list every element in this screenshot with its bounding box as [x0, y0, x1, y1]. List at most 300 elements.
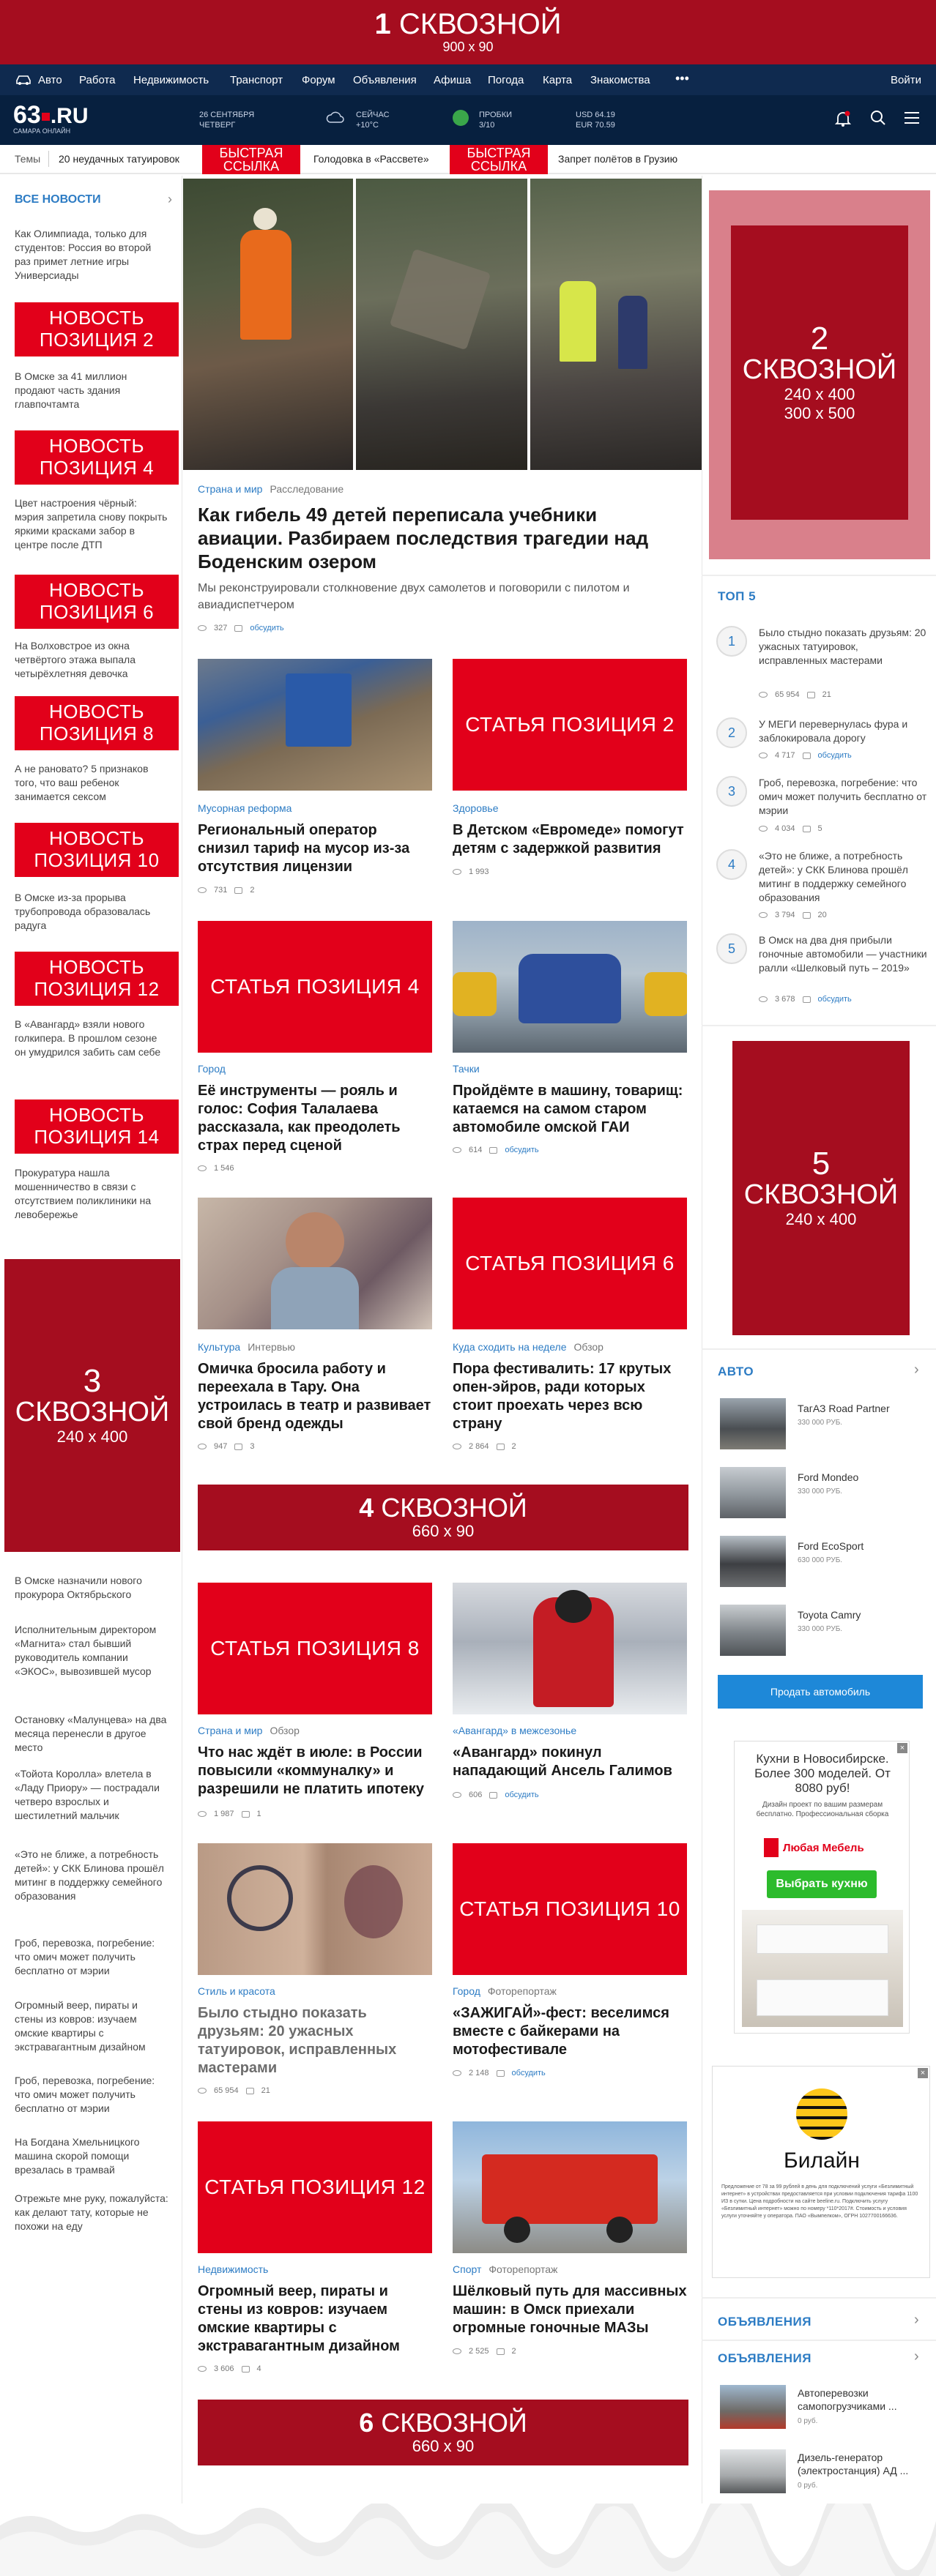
inline-ad-4[interactable] [198, 1485, 688, 1550]
news-item[interactable]: В Омске назначили нового прокурора Октябрьского [15, 1575, 142, 1600]
vintage-car [519, 954, 621, 1023]
ad-photo [720, 2385, 786, 2429]
card-title[interactable]: «Авангард» покинул нападающий Ансель Галимов [453, 1744, 672, 1779]
comments-link[interactable]: обсудить [505, 1146, 539, 1154]
ad-size: 660 x 90 [412, 2436, 475, 2455]
eye-icon [198, 1165, 207, 1171]
comment-icon [497, 2348, 505, 2355]
worker-figure [618, 296, 647, 369]
card-category[interactable]: Недвижимость [198, 2263, 269, 2275]
portrait [286, 1212, 344, 1271]
views-count: 2 148 [469, 2069, 489, 2077]
card-meta [453, 2347, 516, 2356]
news-position-ad[interactable]: НОВОСТЬ ПОЗИЦИЯ 4 [15, 430, 179, 485]
close-icon[interactable]: × [897, 1743, 907, 1753]
traffic-label: ПРОБКИ [479, 111, 513, 119]
nav-more-button[interactable]: ••• [675, 71, 689, 86]
eye-icon [198, 625, 207, 631]
ad-title: Кухни в Новосибирске. Более 300 моделей. От 8080 руб! [754, 1752, 891, 1795]
ad-number: 5 [811, 1145, 831, 1181]
card-photo[interactable] [453, 921, 687, 1053]
hero-photo[interactable] [530, 179, 702, 470]
category-link[interactable]: Город [453, 1985, 480, 1997]
comments-count: 21 [261, 2086, 270, 2095]
subcategory: Обзор [573, 1341, 603, 1353]
news-item[interactable]: Гроб, перевозка, погребение: что омич может получить бесплатно от мэрии [15, 2075, 155, 2114]
comments-link[interactable]: обсудить [511, 2069, 546, 2077]
top5-item[interactable] [716, 776, 929, 835]
eye-icon [198, 887, 207, 893]
views-count: 606 [469, 1791, 483, 1799]
ad-label: СКВОЗНОЙ [743, 1179, 899, 1210]
card-meta [198, 886, 254, 895]
ad-price: 0 руб. [798, 2482, 818, 2490]
top5-text[interactable]: У МЕГИ перевернулась фура и заблокировала дорогу [759, 718, 908, 744]
card-category[interactable]: Стиль и красота [198, 1985, 275, 1997]
nav-work[interactable]: Работа [79, 74, 116, 86]
top5-text[interactable]: Было стыдно показать друзьям: 20 ужасных татуировок, исправленных мастерами [759, 627, 926, 666]
top-nav [0, 64, 936, 95]
ad-number: 6 [359, 2407, 374, 2438]
wheel [504, 2217, 530, 2243]
card-category[interactable] [198, 1341, 295, 1353]
top5-meta [759, 995, 852, 1004]
ad-price: 0 руб. [798, 2417, 818, 2425]
car-name[interactable]: Toyota Camry [798, 1609, 861, 1621]
news-item[interactable]: На Волховстрое из окна четвёртого этажа выпала четырёхлетняя девочка [15, 640, 135, 679]
card-title[interactable]: Огромный веер, пираты и стены из ковров: изучаем омские квартиры с экстравагантным дизайном [198, 2283, 400, 2354]
ad-photo [720, 2449, 786, 2493]
worker-figure [560, 281, 596, 362]
views-count: 3 606 [214, 2364, 234, 2373]
views-count: 65 954 [775, 690, 800, 699]
hero-category[interactable] [198, 483, 343, 495]
kitchen-photo [742, 1910, 903, 2027]
ad-label: СКВОЗНОЙ [742, 354, 897, 385]
news-position-ad[interactable]: НОВОСТЬ ПОЗИЦИЯ 12 [15, 952, 179, 1006]
car-photo [720, 1467, 786, 1518]
card-title[interactable]: Региональный оператор снизил тариф на мусор из-за отсутствия лицензии [198, 822, 410, 875]
card-category[interactable]: «Авангард» в межсезонье [453, 1725, 577, 1736]
top5-meta [759, 824, 822, 833]
theme-link[interactable]: 20 неудачных татуировок [59, 153, 179, 165]
card-meta [198, 1442, 254, 1451]
logo-square [42, 113, 50, 121]
eye-icon [759, 753, 768, 758]
helmet [555, 1590, 592, 1623]
card-category[interactable] [453, 2263, 557, 2275]
card-category[interactable]: Город [198, 1063, 226, 1075]
themes-bar [0, 145, 936, 174]
weather-value: +10°C [356, 121, 379, 130]
views-count: 2 864 [469, 1442, 489, 1451]
comments-count: 3 [250, 1442, 255, 1451]
car-photo [720, 1536, 786, 1587]
weather-cloud-icon [326, 111, 345, 129]
eye-icon [453, 2070, 461, 2076]
cabinets [757, 1924, 888, 1954]
car-photo [720, 1398, 786, 1449]
eye-icon [453, 1792, 461, 1798]
ad-sub: Дизайн проект по вашим размерам бесплатно. Профессиональная сборка [756, 1801, 889, 1818]
category-link[interactable]: Культура [198, 1341, 241, 1353]
top5-text[interactable]: В Омск на два дня прибыли гоночные автомобили — участники ралли «Шелковый путь – 2019» [759, 934, 927, 974]
news-item[interactable]: Огромный веер, пираты и стены из ковров: изучаем омские квартиры с экстравагантным дизайном [15, 1999, 146, 2053]
choose-kitchen-button[interactable]: Выбрать кухню [767, 1870, 877, 1898]
card-title[interactable]: Пройдёмте в машину, товарищ: катаемся на самом старом автомобиле омской ГАИ [453, 1083, 683, 1135]
card-title[interactable]: Шёлковый путь для массивных машин: в Омск приехали огромные гоночные МАЗы [453, 2283, 687, 2336]
chevron-right-icon[interactable]: › [914, 2348, 919, 2364]
subcategory: Обзор [270, 1725, 300, 1736]
ad-number: 1 [374, 8, 391, 41]
traffic-icon [453, 110, 469, 126]
car-price: 330 000 РУБ. [798, 1625, 843, 1633]
ad-size: 240 x 400 [785, 1209, 857, 1228]
card-category[interactable]: Тачки [453, 1063, 480, 1075]
comment-icon [803, 912, 811, 919]
wheel [606, 2217, 633, 2243]
card-title[interactable]: Было стыдно показать друзьям: 20 ужасных татуировок, исправленных мастерами [198, 2005, 397, 2076]
logo-sub: САМАРА ОНЛАЙН [13, 127, 71, 135]
comments-link[interactable]: обсудить [505, 1791, 539, 1799]
top5-item[interactable] [716, 933, 929, 1007]
views-count: 327 [214, 624, 228, 632]
card-category[interactable] [198, 1725, 300, 1736]
side-ad-2[interactable] [731, 225, 908, 520]
views-count: 3 794 [775, 911, 795, 919]
bell-icon[interactable] [835, 110, 851, 131]
card-category[interactable]: Мусорная реформа [198, 802, 292, 814]
ad-number: 2 [810, 320, 829, 356]
nav-realty[interactable]: Недвижимость [133, 74, 209, 86]
eye-icon [198, 1811, 207, 1817]
eye-icon [198, 1444, 207, 1449]
comment-icon [489, 1147, 497, 1154]
logo-main: 63 [13, 101, 41, 129]
all-news-header[interactable] [15, 193, 172, 206]
beeline-logo-icon [796, 2088, 847, 2140]
theme-link[interactable]: Голодовка в «Рассвете» [313, 153, 429, 165]
portrait [271, 1267, 359, 1329]
eye-icon [759, 996, 768, 1002]
nav-transport[interactable]: Транспорт [230, 74, 283, 86]
date-text: 26 СЕНТЯБРЯ [199, 111, 255, 119]
card-title[interactable]: Омичка бросила работу и переехала в Тару. Она устроилась в театр и развивает свой бренд одежды [198, 1361, 431, 1432]
car-price: 630 000 РУБ. [798, 1556, 843, 1564]
nav-forum[interactable]: Форум [302, 74, 335, 86]
rank-badge: 3 [716, 776, 747, 807]
nav-afisha[interactable]: Афиша [434, 74, 472, 86]
article-position-ad[interactable]: СТАТЬЯ ПОЗИЦИЯ 10 [453, 1843, 687, 1975]
ad-size: 240 x 400 [784, 384, 855, 403]
article-position-ad[interactable]: СТАТЬЯ ПОЗИЦИЯ 2 [453, 659, 687, 791]
category-link[interactable]: Спорт [453, 2263, 482, 2275]
comment-icon [803, 996, 811, 1003]
article-position-ad[interactable]: СТАТЬЯ ПОЗИЦИЯ 6 [453, 1198, 687, 1329]
taxi-car [453, 972, 497, 1016]
taxi-car [645, 972, 687, 1016]
ad-label: СКВОЗНОЙ [381, 2407, 527, 2438]
nav-dating[interactable]: Знакомства [590, 74, 650, 86]
car-price: 330 000 РУБ. [798, 1419, 843, 1427]
news-item[interactable]: На Богдана Хмельницкого машина скорой помощи врезалась в трамвай [15, 2136, 140, 2176]
hero-photo[interactable] [183, 179, 353, 470]
comment-icon [242, 2366, 250, 2372]
views-count: 3 678 [775, 995, 795, 1004]
currency-block[interactable] [576, 110, 615, 130]
news-item[interactable]: Прокуратура нашла мошенничество в связи с отсутствием поликлиники на левобережье [15, 1167, 152, 1220]
rescuer-figure [240, 230, 291, 340]
car-photo [720, 1605, 786, 1656]
nav-ads[interactable]: Объявления [353, 74, 417, 86]
sell-car-button[interactable]: Продать автомобиль [718, 1675, 923, 1709]
card-meta [453, 1146, 539, 1154]
divider [702, 2340, 936, 2341]
card-photo[interactable] [453, 2121, 687, 2253]
card-photo[interactable] [198, 1198, 432, 1329]
auto-title[interactable]: АВТО [718, 1364, 754, 1378]
card-category[interactable] [453, 1341, 603, 1353]
hero-meta [198, 624, 284, 632]
card-meta [198, 2364, 261, 2373]
article-position-ad[interactable]: СТАТЬЯ ПОЗИЦИЯ 8 [198, 1583, 432, 1714]
eye-icon [198, 2366, 207, 2372]
card-photo[interactable] [198, 1843, 432, 1975]
comments-count: 1 [256, 1810, 261, 1818]
chevron-right-icon[interactable]: › [914, 2312, 919, 2328]
news-position-ad[interactable]: НОВОСТЬ ПОЗИЦИЯ 14 [15, 1100, 179, 1154]
rank-badge: 5 [716, 933, 747, 964]
ad-size: 240 x 400 [56, 1427, 128, 1446]
divider [702, 1348, 936, 1350]
theme-link[interactable]: Запрет полётов в Грузию [558, 153, 678, 165]
inline-ad-6[interactable] [198, 2400, 688, 2465]
card-title[interactable]: В Детском «Евромеде» помогут детям с задержкой развития [453, 822, 684, 856]
site-logo[interactable] [13, 102, 89, 135]
news-item[interactable]: В Омске за 41 миллион продают часть здания главпочтамта [15, 370, 127, 410]
news-item[interactable]: Отрежьте мне руку, пожалуйста: как делают тату, которые не похожи на еду [15, 2192, 168, 2232]
ad-name[interactable]: Автоперевозки самопогрузчиками ... [798, 2387, 897, 2412]
news-position-ad[interactable]: НОВОСТЬ ПОЗИЦИЯ 2 [15, 302, 179, 356]
news-item[interactable]: Исполнительным директором «Магнита» стал бывший руководитель компании «ЭКОС», вывозившей мусор [15, 1624, 157, 1677]
ads-title[interactable]: ОБЪЯВЛЕНИЯ [718, 2315, 811, 2329]
views-count: 1 987 [214, 1810, 234, 1818]
traffic-block[interactable] [479, 110, 512, 130]
article-position-ad[interactable]: СТАТЬЯ ПОЗИЦИЯ 12 [198, 2121, 432, 2253]
comments-link[interactable]: обсудить [817, 751, 852, 760]
comment-icon [803, 826, 811, 832]
card-meta [198, 1810, 261, 1818]
wreckage [390, 249, 491, 351]
auto-listing[interactable] [720, 1467, 925, 1526]
views-count: 4 717 [775, 751, 795, 760]
ad-listing[interactable] [720, 2385, 925, 2436]
tattoo [344, 1865, 403, 1938]
top5-meta [759, 690, 831, 699]
nav-auto[interactable]: Авто [38, 74, 62, 86]
top5-meta [759, 911, 827, 919]
ad-name[interactable]: Дизель-генератор (электростанция) АД ... [798, 2452, 909, 2476]
card-title[interactable]: Пора фестивалить: 17 крутых опен-эйров, ради которых стоит проехать через всю страну [453, 1361, 672, 1432]
eye-icon [759, 826, 768, 832]
top-banner-ad[interactable] [0, 0, 936, 64]
divider [702, 2297, 936, 2299]
category-link[interactable]: Страна и мир [198, 483, 263, 495]
beeline-ad[interactable] [712, 2066, 930, 2278]
eye-icon [759, 692, 768, 698]
hero-title[interactable]: Как гибель 49 детей переписала учебники авиации. Разбираем последствия трагедии над Боденским озером [198, 504, 649, 572]
card-category[interactable]: Здоровье [453, 802, 499, 814]
article-position-ad[interactable]: СТАТЬЯ ПОЗИЦИЯ 4 [198, 921, 432, 1053]
card-meta [453, 1791, 539, 1799]
comments-count: 2 [250, 886, 255, 895]
card-title[interactable]: Её инструменты — рояль и голос: София Талалаева рассказала, как преодолеть страх перед сценой [198, 1083, 401, 1154]
comments-link[interactable]: обсудить [250, 624, 284, 632]
nav-weather[interactable]: Погода [488, 74, 524, 86]
car-price: 330 000 РУБ. [798, 1487, 843, 1496]
card-meta [453, 1442, 516, 1451]
top5-item[interactable] [716, 717, 929, 761]
comment-icon [803, 753, 811, 759]
nav-map[interactable]: Карта [543, 74, 573, 86]
comments-count: 2 [511, 1442, 516, 1451]
car-icon [15, 72, 32, 89]
close-icon[interactable]: × [918, 2068, 928, 2078]
rank-badge: 2 [716, 717, 747, 748]
side-ad-2-frame[interactable] [709, 190, 930, 559]
side-ad-3[interactable] [4, 1259, 180, 1552]
eye-icon [453, 2348, 461, 2354]
subcategory: Фоторепортаж [487, 1985, 557, 1997]
ad-listing[interactable] [720, 2449, 925, 2501]
all-news-link[interactable]: ВСЕ НОВОСТИ [15, 193, 101, 206]
top5-meta [759, 751, 852, 760]
fine-print: Предложение от 78 за 99 рублей в день для подключений услуги «Безлимитный интернет» в устройствах предоставляется при условии подключения тарифа 1100 ИЗ в сутки. Цена подробности на сайте beeline.ru. Подключить услугу «Безлимитный интернет» можно по номеру *110*2017#. Стоимость и условия услуги уточняйте у оператора. ПАО «Вымпелком», ОГРН 1027700166636. [721, 2184, 918, 2219]
news-item[interactable]: «Тойота Королла» влетела в «Ладу Приору» — пострадали четверо взрослых и шестилетний мальчик [15, 1768, 160, 1821]
subcategory: Интервью [248, 1341, 296, 1353]
comment-icon [234, 625, 242, 632]
news-item[interactable]: А не рановато? 5 признаков того, что ваш ребенок занимается сексом [15, 763, 149, 802]
ads-title[interactable]: ОБЪЯВЛЕНИЯ [718, 2351, 811, 2365]
search-icon[interactable] [870, 110, 886, 130]
card-meta [198, 1164, 234, 1173]
news-item[interactable]: В «Авангард» взяли нового голкипера. В прошлом сезоне он умудрился забить сам себе [15, 1018, 161, 1058]
news-item[interactable]: Цвет настроения чёрный: мэрия запретила снову покрыть яркими красками забор в центре после ДТП [15, 497, 168, 550]
tattoo [227, 1865, 293, 1931]
news-position-ad[interactable]: НОВОСТЬ ПОЗИЦИЯ 6 [15, 575, 179, 629]
quick-link-button[interactable]: БЫСТРАЯ ССЫЛКА [202, 145, 300, 174]
card-title[interactable]: Что нас ждёт в июле: в России повысили «коммуналку» и разрешили не платить ипотеку [198, 1744, 424, 1797]
news-item[interactable]: Гроб, перевозка, погребение: что омич может получить бесплатно от мэрии [15, 1937, 155, 1976]
race-truck [482, 2154, 658, 2224]
news-position-ad[interactable]: НОВОСТЬ ПОЗИЦИЯ 10 [15, 823, 179, 877]
eye-icon [453, 1444, 461, 1449]
ad-size: 660 x 90 [412, 1521, 475, 1540]
login-link[interactable]: Войти [891, 74, 921, 86]
news-item[interactable]: Как Олимпиада, только для студентов: Россия во второй раз примет летние игры Универсиады [15, 228, 152, 281]
subcategory: Фоторепортаж [489, 2263, 558, 2275]
comments-count: 4 [256, 2364, 261, 2373]
eye-icon [453, 869, 461, 875]
brand-name: Любая Мебель [783, 1842, 864, 1854]
chevron-right-icon: › [168, 192, 172, 206]
views-count: 4 034 [775, 824, 795, 833]
views-count: 1 546 [214, 1164, 234, 1173]
comment-icon [234, 887, 242, 894]
comment-icon [234, 1444, 242, 1450]
category-link[interactable]: Страна и мир [198, 1725, 263, 1736]
car-name[interactable]: ТагАЗ Road Partner [798, 1403, 890, 1414]
auto-listing[interactable] [720, 1536, 925, 1594]
views-count: 1 993 [469, 867, 489, 876]
top5-text[interactable]: Гроб, перевозка, погребение: что омич может получить бесплатно от мэрии [759, 777, 927, 816]
comments-count: 20 [817, 911, 827, 919]
kitchen-ad[interactable] [734, 1741, 910, 2034]
comments-link[interactable]: обсудить [817, 995, 852, 1004]
menu-icon[interactable] [904, 111, 920, 128]
quick-link-button[interactable]: БЫСТРАЯ ССЫЛКА [450, 145, 548, 174]
card-title[interactable]: «ЗАЖИГАЙ»-фест: веселимся вместе с байкерами на мотофестивале [453, 2005, 669, 2058]
cabinets [757, 1979, 888, 2016]
subcategory: Расследование [270, 483, 344, 495]
eur-rate: EUR 70.59 [576, 121, 615, 130]
card-photo[interactable] [198, 659, 432, 791]
auto-listing[interactable] [720, 1605, 925, 1663]
ad-number: 3 [83, 1362, 102, 1399]
comment-icon [497, 2070, 505, 2077]
card-meta [198, 2086, 270, 2095]
auto-listing[interactable] [720, 1398, 925, 1457]
hero-lead: Мы реконструировали столкновение двух самолетов и поговорили с пилотом и авиадиспетчером [198, 582, 630, 611]
top5-item[interactable] [716, 849, 929, 922]
ad-size: 900 x 90 [442, 40, 494, 55]
comments-count: 21 [822, 690, 831, 699]
eye-icon [759, 912, 768, 918]
top5-text[interactable]: «Это не ближе, а потребность детей»: у СКК Блинова прошёл митинг в поддержку семейного образования [759, 850, 908, 903]
card-category[interactable] [453, 1985, 557, 1997]
news-item[interactable]: В Омске из-за прорыва трубопровода образовалась радуга [15, 892, 151, 931]
divider [702, 575, 936, 576]
rank-badge: 1 [716, 626, 747, 657]
divider [702, 1025, 936, 1026]
eye-icon [453, 1147, 461, 1153]
car-name[interactable]: Ford EcoSport [798, 1540, 864, 1552]
side-ad-5[interactable] [732, 1041, 910, 1335]
category-link[interactable]: Куда сходить на неделе [453, 1341, 567, 1353]
ad-label: СКВОЗНОЙ [15, 1396, 170, 1427]
views-count: 614 [469, 1146, 483, 1154]
card-meta [453, 867, 489, 876]
torn-edge-decoration [0, 2504, 936, 2576]
news-item[interactable]: Остановку «Малунцева» на два месяца перенесли в другое место [15, 1714, 167, 1753]
chevron-right-icon[interactable]: › [914, 1362, 919, 1378]
news-item[interactable]: «Это не ближе, а потребность детей»: у СКК Блинова прошёл митинг в поддержку семейного образования [15, 1848, 164, 1902]
news-position-ad[interactable]: НОВОСТЬ ПОЗИЦИЯ 8 [15, 696, 179, 750]
card-meta [453, 2069, 546, 2077]
card-photo[interactable] [453, 1583, 687, 1714]
top5-item[interactable] [716, 626, 929, 699]
logo-ru: .RU [50, 104, 89, 128]
car-name[interactable]: Ford Mondeo [798, 1471, 859, 1483]
hero-photo[interactable] [356, 179, 527, 470]
traffic-value: 3/10 [479, 121, 495, 130]
ad-size: 300 x 500 [784, 404, 855, 423]
views-count: 947 [214, 1442, 228, 1451]
weather-block[interactable] [356, 110, 390, 130]
comment-icon [807, 692, 815, 698]
eye-icon [198, 2088, 207, 2094]
press-machine [286, 673, 352, 747]
